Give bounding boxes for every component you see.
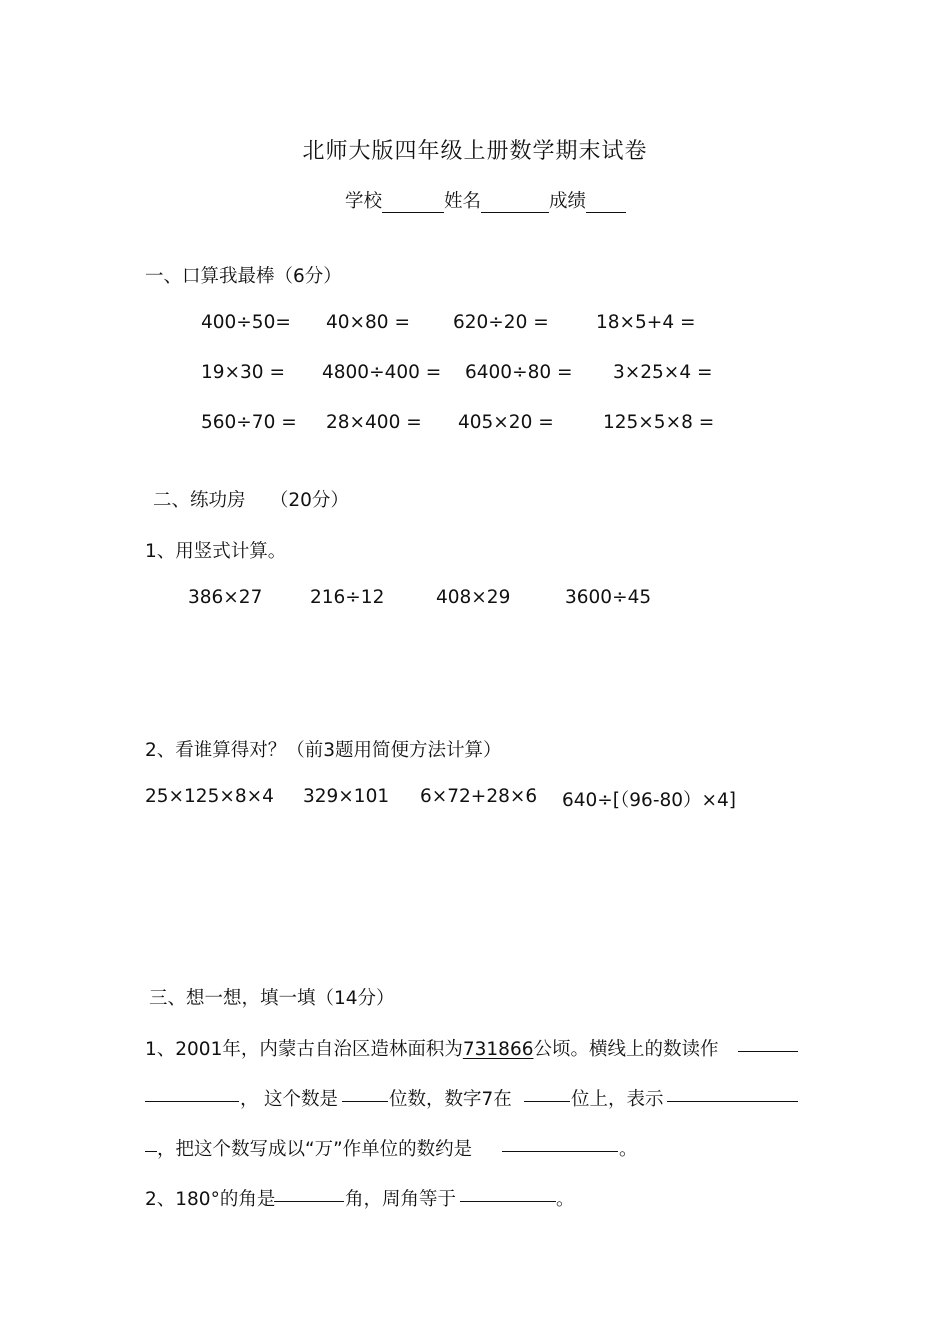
read-as-blank-a[interactable] (738, 1051, 798, 1052)
section1-heading: 一、口算我最棒（6分） (145, 266, 342, 287)
mental-item: 3×25×4 = (613, 362, 713, 383)
meaning-blank-a[interactable] (667, 1101, 798, 1102)
q1-read-as-text: 公顷。横线上的数读作 (533, 1039, 719, 1060)
vertical-calc-item: 216÷12 (310, 587, 385, 608)
simplify-calc-item: 640÷[（96-80）×4] (562, 790, 737, 811)
underlined-number: 731866 (462, 1039, 534, 1060)
full-angle-blank[interactable] (460, 1201, 556, 1202)
q1-this-number-text: 这个数是 (264, 1089, 339, 1110)
score-label: 成绩 (549, 191, 587, 212)
vertical-calc-item: 3600÷45 (565, 587, 652, 608)
mental-item: 620÷20 = (453, 312, 549, 333)
meaning-blank-b[interactable] (145, 1151, 157, 1152)
straight-angle-blank[interactable] (274, 1201, 344, 1202)
q1-position-text: 位上，表示 (571, 1089, 664, 1110)
q2-prefix-text: 2、180°的角是 (145, 1189, 276, 1210)
rewrite-blank[interactable] (502, 1151, 618, 1152)
section2-q2-label: 2、看谁算得对？（前3题用简便方法计算） (145, 740, 502, 761)
section3-heading: 三、想一想，填一填（14分） (149, 988, 395, 1009)
mental-item: 19×30 = (201, 362, 285, 383)
section2-q1-label: 1、用竖式计算。 (145, 541, 287, 562)
mental-item: 405×20 = (458, 412, 554, 433)
vertical-calc-item: 408×29 (436, 587, 511, 608)
section3-q1-line1 (145, 1035, 719, 1061)
mental-item: 6400÷80 = (465, 362, 573, 383)
q1-end: 。 (619, 1139, 638, 1160)
position-blank[interactable] (524, 1101, 570, 1102)
mental-item: 400÷50= (201, 312, 291, 333)
score-blank[interactable] (586, 192, 626, 213)
section2-heading: 二、练功房 （20分） (153, 490, 349, 511)
mental-item: 4800÷400 = (322, 362, 442, 383)
school-blank[interactable] (382, 192, 444, 213)
q1-digits-text: 位数，数字7在 (389, 1089, 512, 1110)
q1-prefix-text: 1、2001年，内蒙古自治区造林面积为 (145, 1039, 463, 1060)
mental-item: 40×80 = (326, 312, 410, 333)
q1-rewrite-text: ，把这个数写成以“万”作单位的数约是 (157, 1139, 473, 1160)
mental-item: 125×5×8 = (603, 412, 715, 433)
simplify-calc-item: 329×101 (303, 786, 390, 807)
mental-item: 18×5+4 = (596, 312, 696, 333)
q2-end: 。 (556, 1189, 575, 1210)
simplify-calc-item: 25×125×8×4 (145, 786, 274, 807)
q2-middle-text: 角，周角等于 (345, 1189, 457, 1210)
name-blank[interactable] (481, 192, 549, 213)
simplify-calc-item: 6×72+28×6 (420, 786, 538, 807)
name-label: 姓名 (444, 191, 482, 212)
school-label: 学校 (345, 191, 383, 212)
read-as-blank-b[interactable] (145, 1101, 239, 1102)
page-title: 北师大版四年级上册数学期末试卷 (302, 139, 648, 164)
q1-comma: ， (240, 1089, 259, 1110)
header-fields (345, 187, 626, 213)
mental-item: 28×400 = (326, 412, 422, 433)
vertical-calc-item: 386×27 (188, 587, 263, 608)
mental-item: 560÷70 = (201, 412, 297, 433)
digits-blank[interactable] (342, 1101, 388, 1102)
